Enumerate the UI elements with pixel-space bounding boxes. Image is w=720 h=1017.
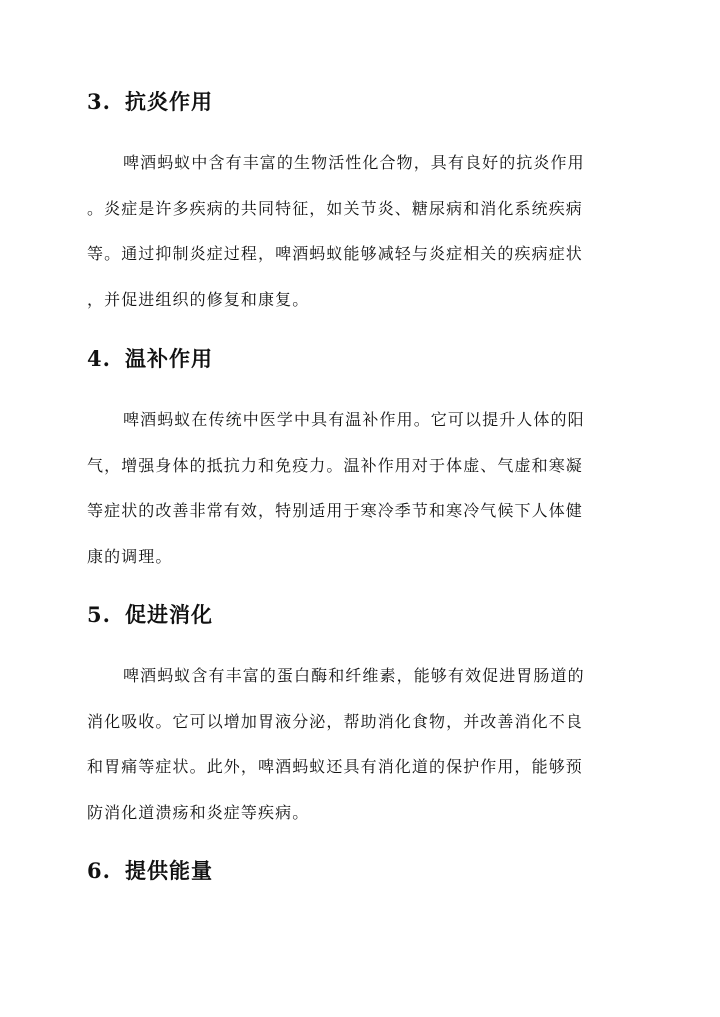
section-title: 温补作用 [125, 346, 213, 371]
section-paragraph-4 [87, 397, 633, 579]
paragraph-line: 防消化道溃疡和炎症等疾病。 [87, 802, 310, 822]
section-heading-6 [87, 857, 213, 885]
paragraph-line: 等症状的改善非常有效，特别适用于寒冷季节和寒冷气候下人体健 [87, 501, 583, 521]
paragraph-line: 啤酒蚂蚁中含有丰富的生物活性化合物，具有良好的抗炎作用 [123, 153, 585, 172]
paragraph-line: ，并促进组织的修复和康复。 [87, 289, 310, 309]
paragraph-line: 气，增强身体的抵抗力和免疫力。温补作用对于体虚、气虚和寒凝 [87, 455, 583, 475]
paragraph-line: 消化吸收。它可以增加胃液分泌，帮助消化食物，并改善消化不良 [87, 711, 583, 731]
section-title: 抗炎作用 [125, 89, 213, 114]
section-heading-4 [87, 345, 213, 373]
section-heading-5 [87, 601, 213, 629]
paragraph-line: 啤酒蚂蚁在传统中医学中具有温补作用。它可以提升人体的阳 [123, 410, 585, 429]
section-paragraph-3 [87, 140, 633, 322]
section-title: 促进消化 [125, 602, 213, 627]
paragraph-line: 等。通过抑制炎症过程，啤酒蚂蚁能够减轻与炎症相关的疾病症状 [87, 244, 583, 264]
section-number: 4. [87, 346, 111, 371]
section-number: 3. [87, 89, 111, 114]
paragraph-line: 啤酒蚂蚁含有丰富的蛋白酶和纤维素，能够有效促进胃肠道的 [123, 666, 585, 685]
paragraph-line: 。炎症是许多疾病的共同特征，如关节炎、糖尿病和消化系统疾病 [87, 198, 583, 218]
section-heading-3 [87, 88, 213, 116]
section-number: 5. [87, 602, 111, 627]
section-number: 6. [87, 858, 111, 883]
section-title: 提供能量 [125, 858, 213, 883]
paragraph-line: 康的调理。 [87, 546, 173, 566]
section-paragraph-5 [87, 653, 633, 835]
paragraph-line: 和胃痛等症状。此外，啤酒蚂蚁还具有消化道的保护作用，能够预 [87, 757, 583, 777]
